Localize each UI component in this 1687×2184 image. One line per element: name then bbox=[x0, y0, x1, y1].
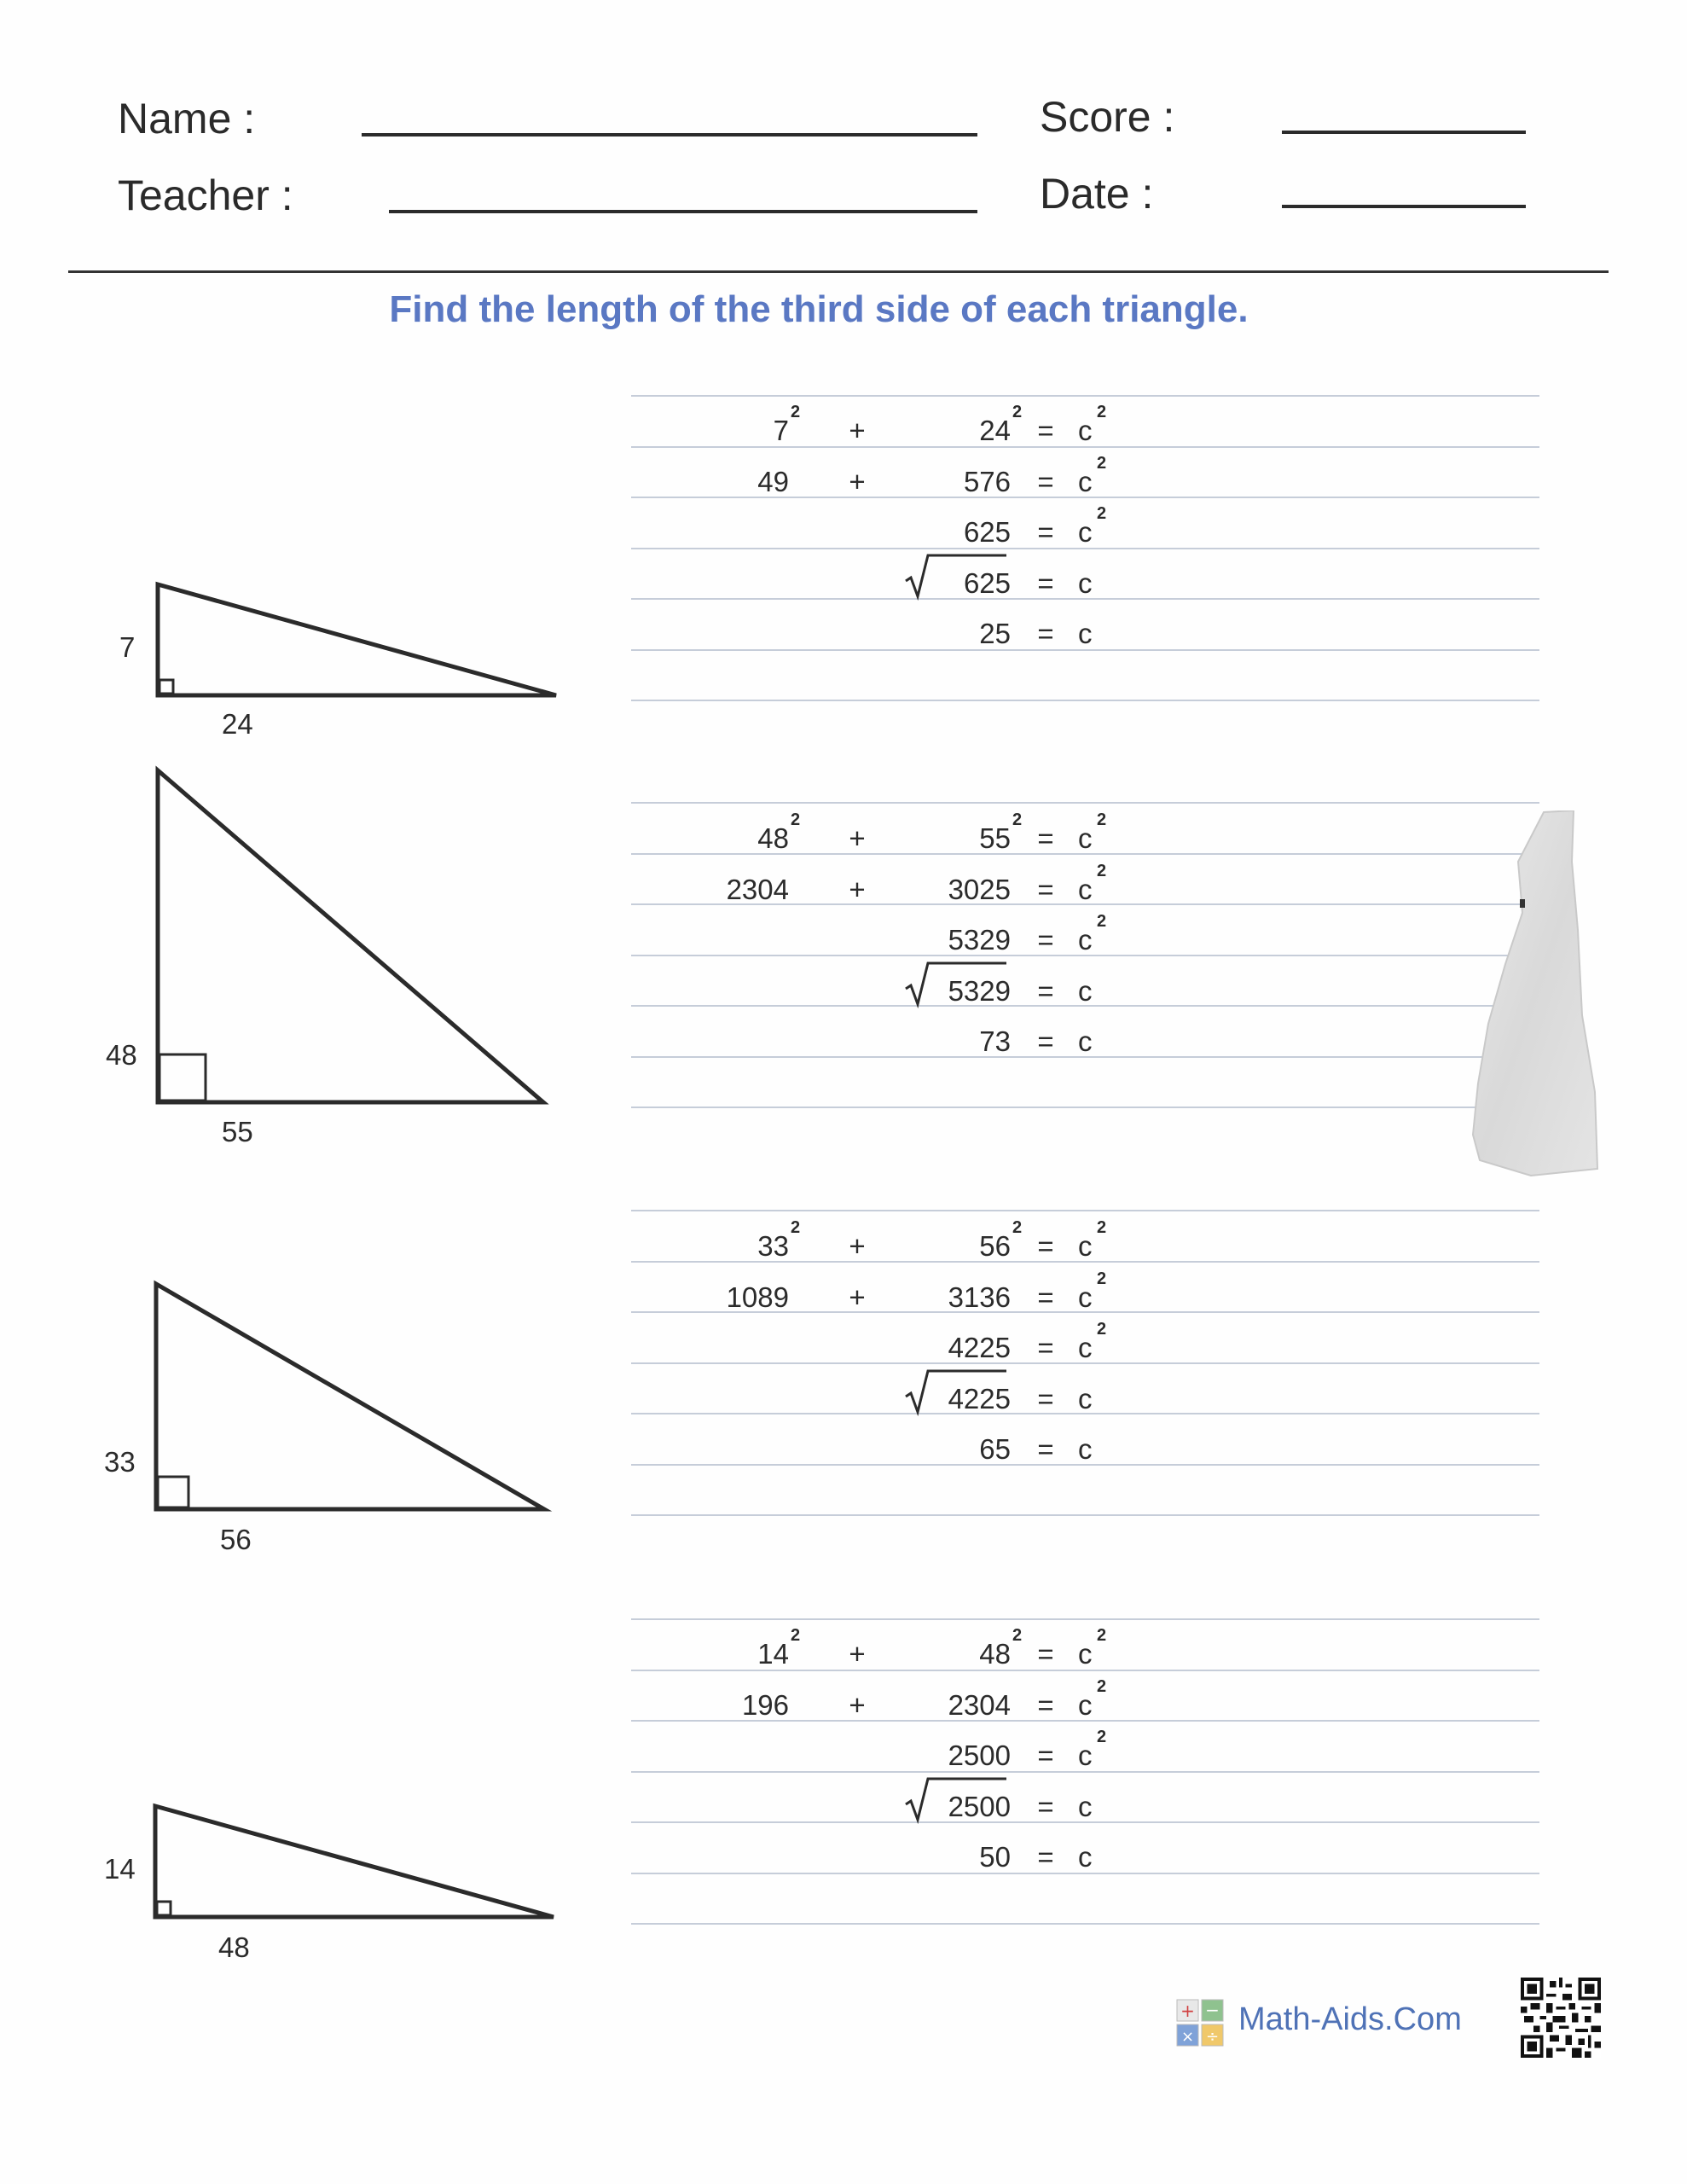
plus-sign: + bbox=[849, 1230, 866, 1262]
equals-sign: = bbox=[1037, 1433, 1054, 1465]
answer-value: 50 bbox=[979, 1841, 1011, 1873]
calculator-grid-icon bbox=[1175, 1998, 1225, 2048]
triangle-4-leg-b: 48 bbox=[218, 1931, 250, 1963]
exponent: 2 bbox=[1097, 1320, 1107, 1339]
plus-sign: + bbox=[849, 822, 866, 854]
exponent: 2 bbox=[1012, 810, 1023, 829]
triangle-2-leg-a: 48 bbox=[106, 1039, 137, 1071]
equals-sign: = bbox=[1037, 1841, 1054, 1873]
ruled-line bbox=[631, 1618, 1539, 1620]
leg-a-squared-term: 7 bbox=[773, 415, 789, 446]
equals-sign: = bbox=[1037, 822, 1054, 854]
leg-b-squared-term: 24 bbox=[979, 415, 1011, 446]
equals-sign: = bbox=[1037, 618, 1054, 649]
equals-sign: = bbox=[1037, 1790, 1054, 1822]
ruled-line bbox=[631, 802, 1539, 804]
triangle-1-leg-b: 24 bbox=[222, 708, 253, 740]
equals-sign: = bbox=[1037, 1332, 1054, 1363]
score-field-line[interactable] bbox=[1282, 131, 1526, 134]
hypotenuse-term: c bbox=[1078, 1382, 1093, 1414]
answer-value: 65 bbox=[979, 1433, 1011, 1465]
triangle-4-leg-a: 14 bbox=[104, 1853, 136, 1885]
exponent: 2 bbox=[791, 1218, 801, 1237]
exponent: 2 bbox=[791, 403, 801, 421]
triangle-3 bbox=[156, 1284, 544, 1509]
teacher-label: Teacher : bbox=[118, 171, 293, 219]
hypotenuse-term: c bbox=[1078, 415, 1093, 446]
hypotenuse-term: c bbox=[1078, 1790, 1093, 1822]
exponent: 2 bbox=[1097, 1626, 1107, 1645]
hypotenuse-term: c bbox=[1078, 1230, 1093, 1262]
equals-sign: = bbox=[1037, 873, 1054, 905]
hypotenuse-term: c bbox=[1078, 465, 1093, 497]
leg-a-squared-value: 49 bbox=[757, 465, 789, 497]
svg-text:+: + bbox=[1180, 2001, 1195, 2021]
hypotenuse-term: c bbox=[1078, 1332, 1093, 1363]
hypotenuse-term: c bbox=[1078, 974, 1093, 1007]
triangle-1-leg-a: 7 bbox=[119, 631, 136, 663]
leg-a-squared-term: 14 bbox=[757, 1638, 789, 1670]
name-label: Name : bbox=[118, 95, 256, 142]
ruled-line bbox=[631, 1107, 1539, 1108]
plus-sign: + bbox=[849, 873, 866, 905]
exponent: 2 bbox=[1097, 810, 1107, 829]
leg-a-squared-term: 48 bbox=[757, 822, 789, 854]
svg-text:÷: ÷ bbox=[1205, 2028, 1220, 2046]
hypotenuse-term: c bbox=[1078, 1025, 1093, 1057]
answer-value: 73 bbox=[979, 1025, 1011, 1057]
exponent: 2 bbox=[1097, 912, 1107, 931]
equals-sign: = bbox=[1037, 1688, 1054, 1721]
svg-text:×: × bbox=[1180, 2028, 1195, 2046]
leg-a-squared-value: 196 bbox=[741, 1688, 789, 1721]
hypotenuse-term: c bbox=[1078, 1433, 1093, 1465]
answer-value: 25 bbox=[979, 618, 1011, 649]
leg-b-squared-value: 3136 bbox=[948, 1281, 1011, 1313]
tape-scrap-image bbox=[1471, 810, 1599, 1177]
hypotenuse-term: c bbox=[1078, 1841, 1093, 1873]
hypotenuse-term: c bbox=[1078, 1638, 1093, 1670]
exponent: 2 bbox=[1097, 453, 1107, 473]
hypotenuse-term: c bbox=[1078, 822, 1093, 854]
leg-a-squared-value: 1089 bbox=[726, 1281, 789, 1313]
triangle-3-leg-b: 56 bbox=[220, 1524, 252, 1555]
equals-sign: = bbox=[1037, 1382, 1054, 1414]
plus-sign: + bbox=[849, 415, 866, 446]
equals-sign: = bbox=[1037, 516, 1054, 548]
triangle-3-leg-a: 33 bbox=[104, 1446, 136, 1478]
equals-sign: = bbox=[1037, 974, 1054, 1007]
ruled-line bbox=[631, 1514, 1539, 1516]
exponent: 2 bbox=[1097, 1676, 1107, 1696]
math-aids-brand-link[interactable]: Math-Aids.Com bbox=[1238, 2001, 1462, 2037]
hypotenuse-term: c bbox=[1078, 1688, 1093, 1721]
hypotenuse-term: c bbox=[1078, 1281, 1093, 1313]
exponent: 2 bbox=[791, 1626, 801, 1645]
equals-sign: = bbox=[1037, 1025, 1054, 1057]
ruled-line bbox=[631, 1210, 1539, 1211]
equals-sign: = bbox=[1037, 1230, 1054, 1262]
exponent: 2 bbox=[1012, 403, 1023, 421]
hypotenuse-term: c bbox=[1078, 873, 1093, 905]
leg-b-squared-value: 2304 bbox=[948, 1688, 1011, 1721]
sum-value: 2500 bbox=[948, 1740, 1011, 1771]
radicand-value: 4225 bbox=[948, 1382, 1011, 1414]
radicand-value: 2500 bbox=[948, 1790, 1011, 1822]
radicand-value: 625 bbox=[963, 566, 1011, 599]
leg-b-squared-value: 576 bbox=[963, 465, 1011, 497]
exponent: 2 bbox=[1097, 403, 1107, 421]
leg-b-squared-term: 56 bbox=[979, 1230, 1011, 1262]
triangle-2 bbox=[158, 770, 543, 1102]
leg-a-squared-value: 2304 bbox=[726, 873, 789, 905]
exponent: 2 bbox=[1097, 1728, 1107, 1746]
plus-sign: + bbox=[849, 465, 866, 497]
svg-text:−: − bbox=[1205, 2000, 1220, 2020]
exponent: 2 bbox=[1012, 1218, 1023, 1237]
equals-sign: = bbox=[1037, 1740, 1054, 1771]
ruled-line bbox=[631, 1923, 1539, 1925]
exponent: 2 bbox=[1097, 1218, 1107, 1237]
hypotenuse-term: c bbox=[1078, 618, 1093, 649]
triangle-1 bbox=[158, 584, 556, 695]
exponent: 2 bbox=[1012, 1626, 1023, 1645]
exponent: 2 bbox=[1097, 861, 1107, 880]
qr-code-icon bbox=[1521, 1978, 1601, 2058]
sum-value: 4225 bbox=[948, 1332, 1011, 1363]
equals-sign: = bbox=[1037, 415, 1054, 446]
leg-a-squared-term: 33 bbox=[757, 1230, 789, 1262]
sum-value: 625 bbox=[963, 516, 1011, 548]
equals-sign: = bbox=[1037, 1281, 1054, 1313]
ruled-line bbox=[631, 700, 1539, 701]
exponent: 2 bbox=[1097, 1269, 1107, 1288]
leg-b-squared-term: 48 bbox=[979, 1638, 1011, 1670]
equals-sign: = bbox=[1037, 924, 1054, 956]
exponent: 2 bbox=[791, 810, 801, 829]
hypotenuse-term: c bbox=[1078, 516, 1093, 548]
leg-b-squared-value: 3025 bbox=[948, 873, 1011, 905]
triangle-4 bbox=[155, 1806, 554, 1917]
leg-b-squared-term: 55 bbox=[979, 822, 1011, 854]
triangle-2-leg-b: 55 bbox=[222, 1116, 253, 1147]
plus-sign: + bbox=[849, 1688, 866, 1721]
hypotenuse-term: c bbox=[1078, 566, 1093, 599]
equals-sign: = bbox=[1037, 566, 1054, 599]
date-field-line[interactable] bbox=[1282, 205, 1526, 208]
hypotenuse-term: c bbox=[1078, 1740, 1093, 1771]
date-label: Date : bbox=[1040, 170, 1154, 218]
instructions-heading: Find the length of the third side of each triangle. bbox=[389, 288, 1249, 330]
radicand-value: 5329 bbox=[948, 974, 1011, 1007]
score-label: Score : bbox=[1040, 93, 1175, 141]
ruled-line bbox=[631, 395, 1539, 397]
hypotenuse-term: c bbox=[1078, 924, 1093, 956]
equals-sign: = bbox=[1037, 1638, 1054, 1670]
equals-sign: = bbox=[1037, 465, 1054, 497]
triangles-layer bbox=[0, 0, 648, 1988]
plus-sign: + bbox=[849, 1281, 866, 1313]
sum-value: 5329 bbox=[948, 924, 1011, 956]
exponent: 2 bbox=[1097, 504, 1107, 523]
plus-sign: + bbox=[849, 1638, 866, 1670]
